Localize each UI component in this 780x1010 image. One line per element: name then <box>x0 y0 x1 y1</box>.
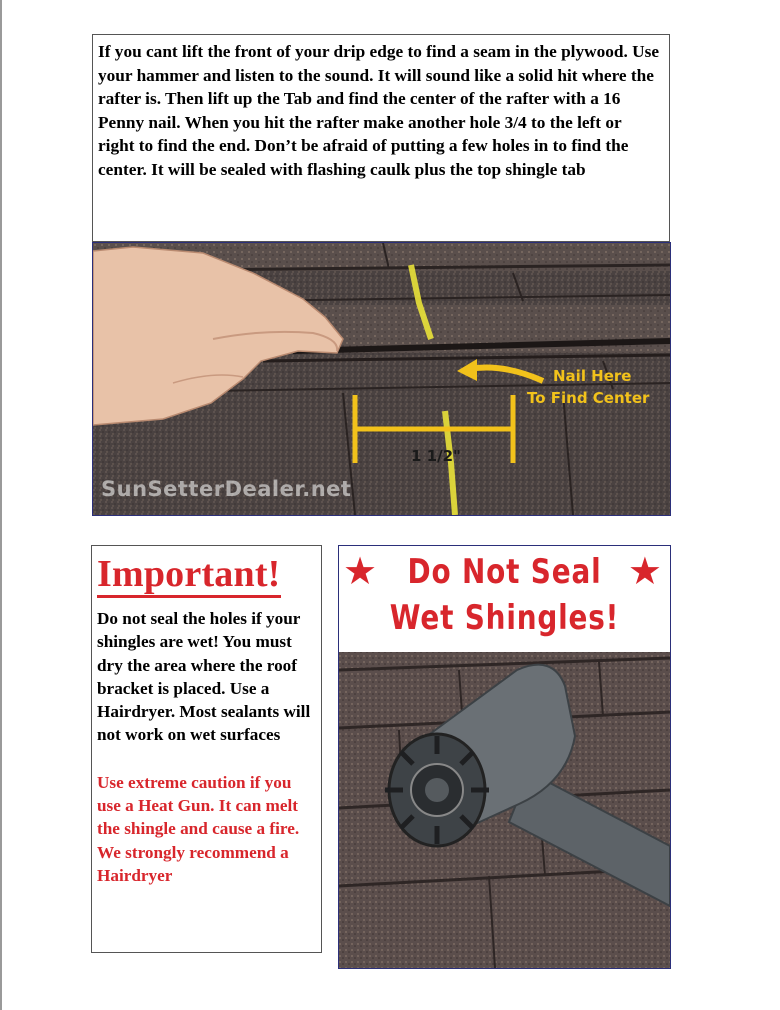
watermark: SunSetterDealer.net <box>101 477 352 501</box>
instructions-box <box>92 34 670 242</box>
page-left-edge <box>0 0 2 1010</box>
roof-photo-nail-center <box>92 242 671 516</box>
important-heading: Important! <box>97 554 281 598</box>
instructions-text: If you cant lift the front of your drip edge to find a seam in the plywood. Use your hammer and listen to the sound. It will sound like a solid hit where the rafter is. Then lift up the Tab and find the center of the rafter with a 16 Penny nail. When you hit the rafter make another hole 3/4 to the left or right to find the end. Don’t be afraid of putting a few holes in to find the center. It will be sealed with flashing caulk plus the top shingle tab <box>98 42 660 179</box>
measure-label: 1 1/2" <box>411 447 461 465</box>
callout-line2: To Find Center <box>527 389 650 407</box>
callout-line1: Nail Here <box>553 367 632 385</box>
star-icon: ★ <box>343 549 378 593</box>
headline-line1: Do Not Seal <box>407 552 602 592</box>
important-box <box>91 545 322 953</box>
headline-line2: Wet Shingles! <box>389 598 620 638</box>
important-body: Do not seal the holes if your shingles are wet! You must dry the area where the roof bracket is placed. Use a Hairdryer. Most sealants will not work on wet surfaces <box>97 609 311 745</box>
star-icon: ★ <box>627 549 662 593</box>
heat-gun-warning: Use extreme caution if you use a Heat Gun. It can melt the shingle and cause a fire. We strongly recommend a Hairdryer <box>97 772 300 885</box>
wet-shingles-panel <box>338 545 671 969</box>
